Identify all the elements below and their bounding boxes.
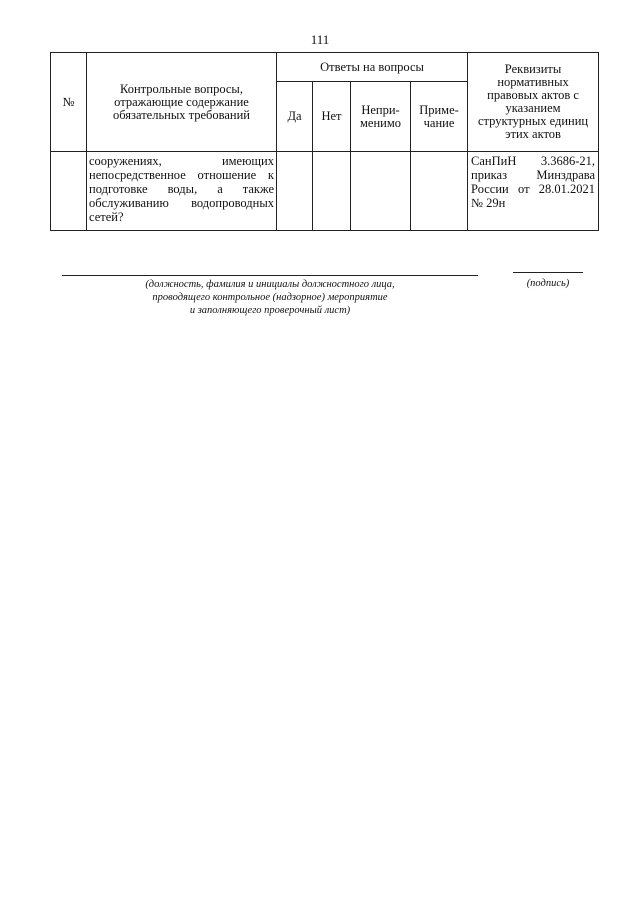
table-row (51, 152, 599, 231)
position-caption (62, 278, 478, 317)
header-not-applicable (351, 82, 411, 152)
cell-no (313, 152, 351, 231)
header-requisites: Реквизиты нормативных правовых актов с указанием структурных единиц этих актов (468, 53, 599, 152)
page-number: 111 (310, 32, 330, 47)
header-yes: Да (277, 82, 313, 152)
checklist-table (50, 52, 599, 231)
header-answers-group: Ответы на вопросы (277, 53, 468, 82)
header-no: Нет (313, 82, 351, 152)
header-questions: Контрольные вопросы, отражающие содержание обязательных требований (87, 53, 277, 152)
cell-yes (277, 152, 313, 231)
cell-question (87, 152, 277, 231)
signature-line-sign (513, 272, 583, 273)
cell-not-applicable (351, 152, 411, 231)
cell-note (411, 152, 468, 231)
position-caption-line1: (должность, фамилия и инициалы должностного лица, (145, 279, 395, 290)
header-num: № (51, 53, 87, 152)
position-caption-line3: и заполняющего проверочный лист) (189, 305, 351, 316)
header-not-applicable-line1: Непри- (361, 102, 400, 117)
header-note (411, 82, 468, 152)
header-note-line2: чание (423, 115, 455, 130)
question-text: сооружениях, имеющих непосредственное отношение к подготовке воды, а также обслуживанию водопроводных сетей? (89, 154, 274, 224)
cell-requisites (468, 152, 599, 231)
signature-caption: (подпись) (526, 278, 570, 289)
signature-line-position (62, 275, 478, 276)
position-caption-line2: проводящего контрольное (надзорное) мероприятие (152, 292, 388, 303)
header-note-line1: Приме- (419, 102, 459, 117)
cell-num (51, 152, 87, 231)
requisites-text: СанПиН 3.3686-21, приказ Минздрава России от 28.01.2021 № 29н (471, 154, 596, 210)
header-not-applicable-line2: менимо (360, 115, 401, 130)
